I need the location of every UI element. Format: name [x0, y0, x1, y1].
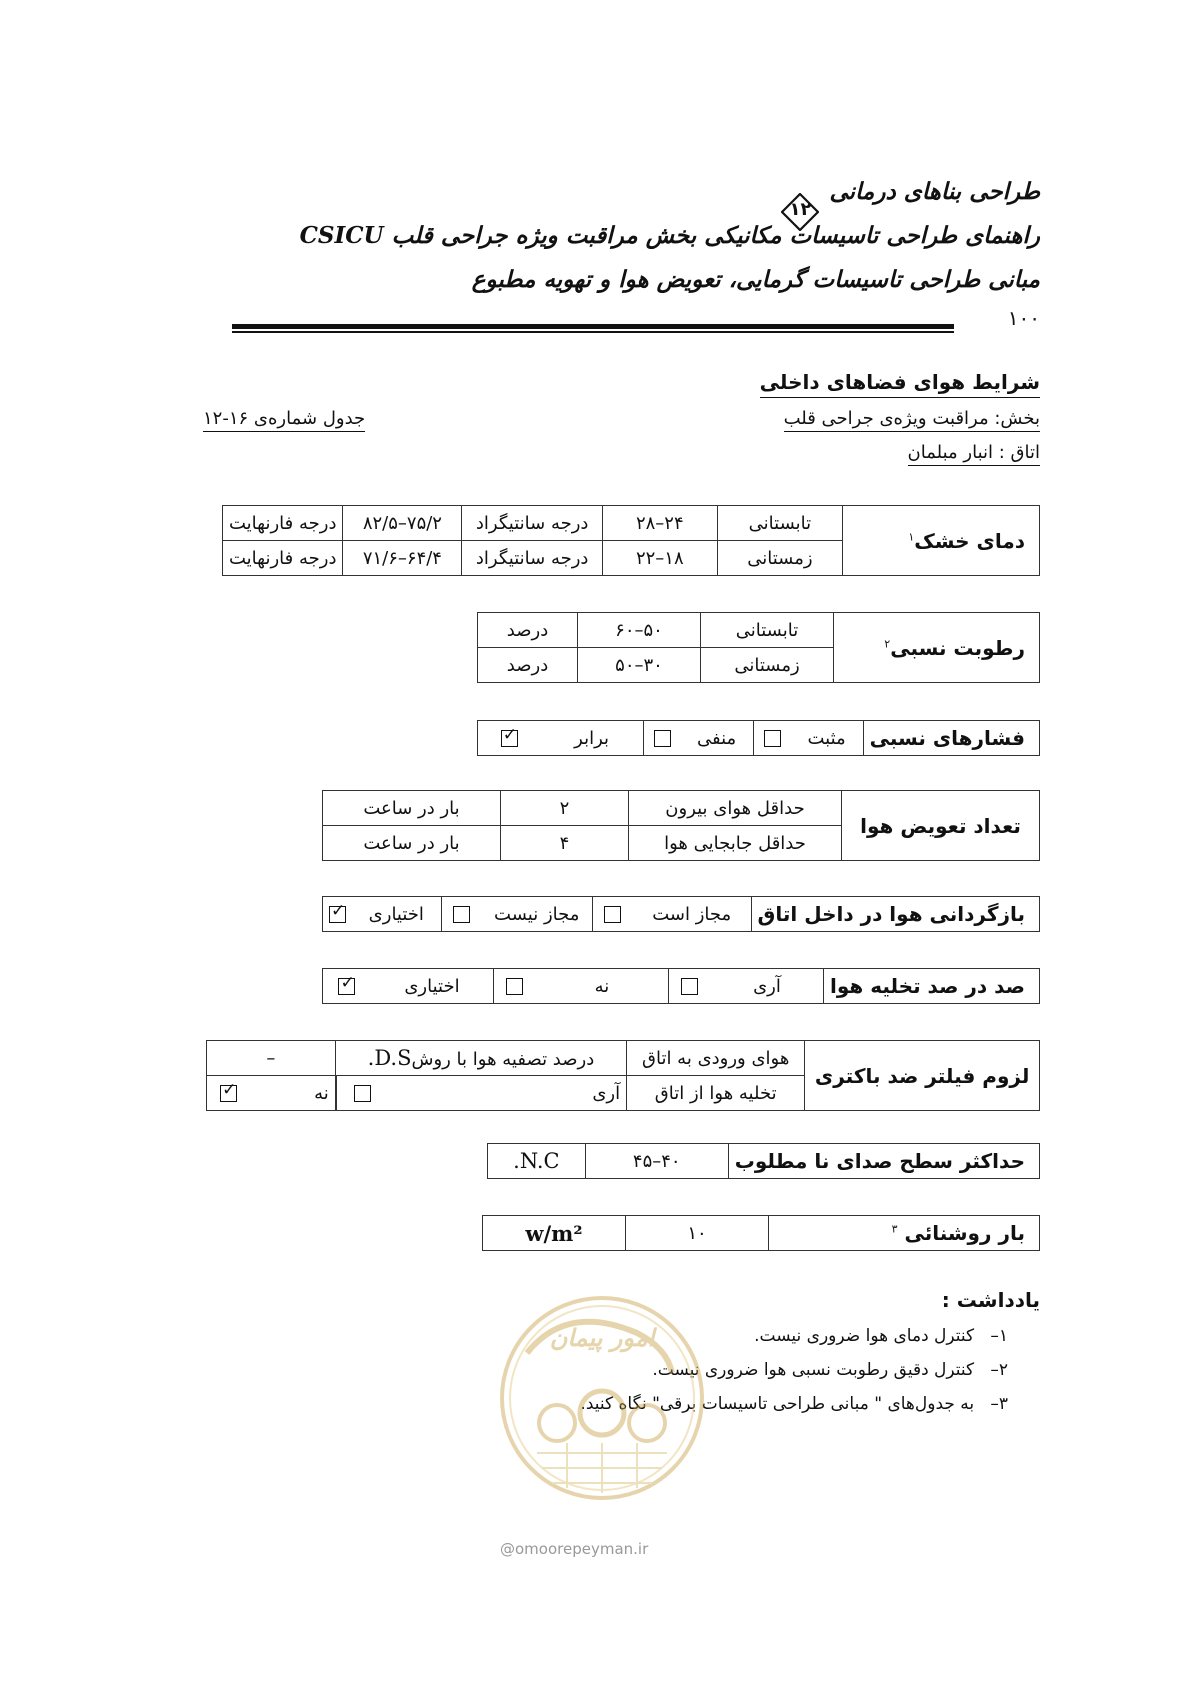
- table-row: [478, 613, 1040, 648]
- lighting-label-text: بار روشنائی: [904, 1221, 1025, 1245]
- fahrenheit-unit: درجه فارنهایت: [223, 541, 343, 576]
- filter-exhaust-label: تخلیه هوا از اتاق: [627, 1076, 805, 1111]
- header-rule-thick: [232, 324, 954, 329]
- filter-yes-checkbox[interactable]: [337, 1076, 389, 1111]
- note-number: ۳–: [990, 1394, 1008, 1414]
- pressure-negative-checkbox[interactable]: [643, 721, 681, 756]
- celsius-unit: درجه سانتیگراد: [462, 541, 603, 576]
- filter-inlet-value: –: [207, 1041, 336, 1076]
- humidity-unit: درصد: [478, 613, 578, 648]
- table-row: [223, 506, 1040, 541]
- table-row: [483, 1216, 1040, 1251]
- celsius-range: ۱۸–۲۲: [603, 541, 718, 576]
- filter-option-label: نه: [250, 1076, 335, 1111]
- season-cell: تابستانی: [717, 506, 843, 541]
- pressure-label: فشارهای نسبی: [863, 721, 1039, 756]
- header-line-2: راهنمای طراحی تاسیسات مکانیکی بخش مراقبت ویژه جراحی قلب CSICU: [299, 222, 1040, 249]
- table-row: [323, 969, 1040, 1004]
- table-reference: جدول شماره‌ی ۱۶-۱۲: [203, 408, 365, 432]
- recirculation-option-label: مجاز نیست: [482, 897, 592, 932]
- checkbox-icon: [604, 906, 621, 923]
- air-change-name: حداقل هوای بیرون: [629, 791, 842, 826]
- checkbox-icon: [506, 978, 523, 995]
- note-number: ۲–: [990, 1360, 1008, 1380]
- footnote-ref: ۳: [891, 1222, 898, 1236]
- dry-temp-label-text: دمای خشک: [914, 528, 1025, 553]
- note-text: کنترل دمای هوا ضروری نیست.: [754, 1326, 975, 1346]
- header-line-1: [789, 178, 1040, 220]
- fahrenheit-range: ۷۵/۲–۸۲/۵: [343, 506, 462, 541]
- celsius-unit: درجه سانتیگراد: [462, 506, 603, 541]
- footnote-ref: ۲: [884, 636, 891, 650]
- recirculation-label: بازگردانی هوا در داخل اتاق: [751, 897, 1040, 932]
- lighting-unit: w/m²: [483, 1216, 626, 1251]
- watermark-logo: [497, 1293, 707, 1503]
- humidity-unit: درصد: [478, 648, 578, 683]
- lighting-value: ۱۰: [626, 1216, 769, 1251]
- note-text: به جدول‌های " مبانی طراحی تاسیسات برقی" نگاه کنید.: [580, 1394, 975, 1414]
- exhaust-optional-checkbox[interactable]: [323, 969, 371, 1004]
- noise-range: ۴۰–۴۵: [585, 1144, 728, 1179]
- room-label: اتاق : انبار مبلمان: [908, 442, 1040, 466]
- noise-table: [487, 1143, 1040, 1179]
- humidity-range: ۳۰–۵۰: [578, 648, 701, 683]
- department-label: بخش: مراقبت ویژه‌ی جراحی قلب: [784, 408, 1040, 432]
- full-exhaust-table: [322, 968, 1040, 1004]
- table-row: [488, 1144, 1040, 1179]
- note-item: [754, 1326, 1008, 1346]
- air-change-name: حداقل جابجایی هوا: [629, 826, 842, 861]
- watermark-logo-text: امور پیمان: [549, 1323, 655, 1352]
- filter-divider: [335, 1076, 336, 1111]
- exhaust-option-label: نه: [536, 969, 669, 1004]
- header-line-3: مبانی طراحی تاسیسات گرمایی، تعویض هوا و تهویه مطبوع: [471, 266, 1040, 293]
- air-change-unit: بار در ساعت: [323, 826, 501, 861]
- filter-label: لزوم فیلتر ضد باکتری: [805, 1041, 1040, 1111]
- recirculation-allowed-checkbox[interactable]: [592, 897, 633, 932]
- filter-no-checkbox[interactable]: [207, 1076, 251, 1111]
- humidity-table: [477, 612, 1040, 683]
- recirculation-optional-checkbox[interactable]: [323, 897, 353, 932]
- recirculation-option-label: اختیاری: [352, 897, 441, 932]
- air-change-value: ۴: [501, 826, 629, 861]
- pressure-option-label: منفی: [681, 721, 754, 756]
- humidity-label-text: رطوبت نسبی: [890, 635, 1025, 660]
- dry-temp-label: [843, 506, 1040, 576]
- checkbox-icon: [681, 978, 698, 995]
- exhaust-yes-checkbox[interactable]: [668, 969, 711, 1004]
- pressure-positive-checkbox[interactable]: [753, 721, 791, 756]
- watermark-site: @omoorepeyman.ir: [500, 1540, 649, 1558]
- air-change-value: ۲: [501, 791, 629, 826]
- filter-table: [206, 1040, 1040, 1111]
- checkbox-icon: [654, 730, 671, 747]
- header-rule-thin: [232, 331, 954, 333]
- season-cell: زمستانی: [701, 648, 834, 683]
- footnote-ref: ۱: [908, 529, 915, 543]
- filter-inlet-label: هوای ورودی به اتاق: [627, 1041, 805, 1076]
- celsius-range: ۲۴–۲۸: [603, 506, 718, 541]
- checked-checkbox-icon: [329, 906, 346, 923]
- checkbox-icon: [764, 730, 781, 747]
- dry-temperature-table: [222, 505, 1040, 576]
- checked-checkbox-icon: [501, 730, 518, 747]
- filter-inlet-desc: درصد تصفیه هوا با روش: [411, 1049, 595, 1070]
- exhaust-option-label: آری: [711, 969, 824, 1004]
- lighting-label: [769, 1216, 1040, 1251]
- season-cell: تابستانی: [701, 613, 834, 648]
- filter-option-label: آری: [389, 1076, 627, 1111]
- chapter-number: ۱۲: [789, 199, 812, 220]
- pressure-table: [477, 720, 1040, 756]
- lighting-table: [482, 1215, 1040, 1251]
- note-number: ۱–: [990, 1326, 1008, 1346]
- checkbox-icon: [354, 1085, 371, 1102]
- air-changes-label: تعداد تعویض هوا: [842, 791, 1040, 861]
- air-change-unit: بار در ساعت: [323, 791, 501, 826]
- filter-inlet-method: [335, 1041, 626, 1076]
- humidity-label: [834, 613, 1040, 683]
- table-row: [323, 791, 1040, 826]
- checked-checkbox-icon: [338, 978, 355, 995]
- notes-title: یادداشت :: [941, 1288, 1040, 1312]
- noise-label: حداکثر سطح صدای نا مطلوب: [728, 1144, 1039, 1179]
- exhaust-option-label: اختیاری: [371, 969, 494, 1004]
- exhaust-no-checkbox[interactable]: [493, 969, 536, 1004]
- noise-unit: N.C.: [488, 1144, 586, 1179]
- pressure-option-label: مثبت: [791, 721, 864, 756]
- header-title-1: طراحی بناهای درمانی: [829, 178, 1040, 205]
- checkbox-icon: [453, 906, 470, 923]
- table-row: [478, 721, 1040, 756]
- season-cell: زمستانی: [717, 541, 843, 576]
- recirculation-option-label: مجاز است: [633, 897, 751, 932]
- fahrenheit-unit: درجه فارنهایت: [223, 506, 343, 541]
- table-row: [323, 897, 1040, 932]
- pressure-option-label: برابر: [541, 721, 644, 756]
- note-text: کنترل دقیق رطوبت نسبی هوا ضروری نیست.: [652, 1360, 975, 1380]
- fahrenheit-range: ۶۴/۴–۷۱/۶: [343, 541, 462, 576]
- section-title: شرایط هوای فضاهای داخلی: [760, 370, 1040, 398]
- table-row: [207, 1041, 1040, 1076]
- recirculation-table: [322, 896, 1040, 932]
- pressure-equal-checkbox[interactable]: [478, 721, 541, 756]
- air-changes-table: [322, 790, 1040, 861]
- recirculation-not-allowed-checkbox[interactable]: [441, 897, 482, 932]
- full-exhaust-label: صد در صد تخلیه هوا: [823, 969, 1039, 1004]
- checked-checkbox-icon: [220, 1085, 237, 1102]
- humidity-range: ۵۰–۶۰: [578, 613, 701, 648]
- filter-method-code: D.S.: [367, 1046, 412, 1070]
- page-number: ۱۰۰: [1007, 306, 1040, 330]
